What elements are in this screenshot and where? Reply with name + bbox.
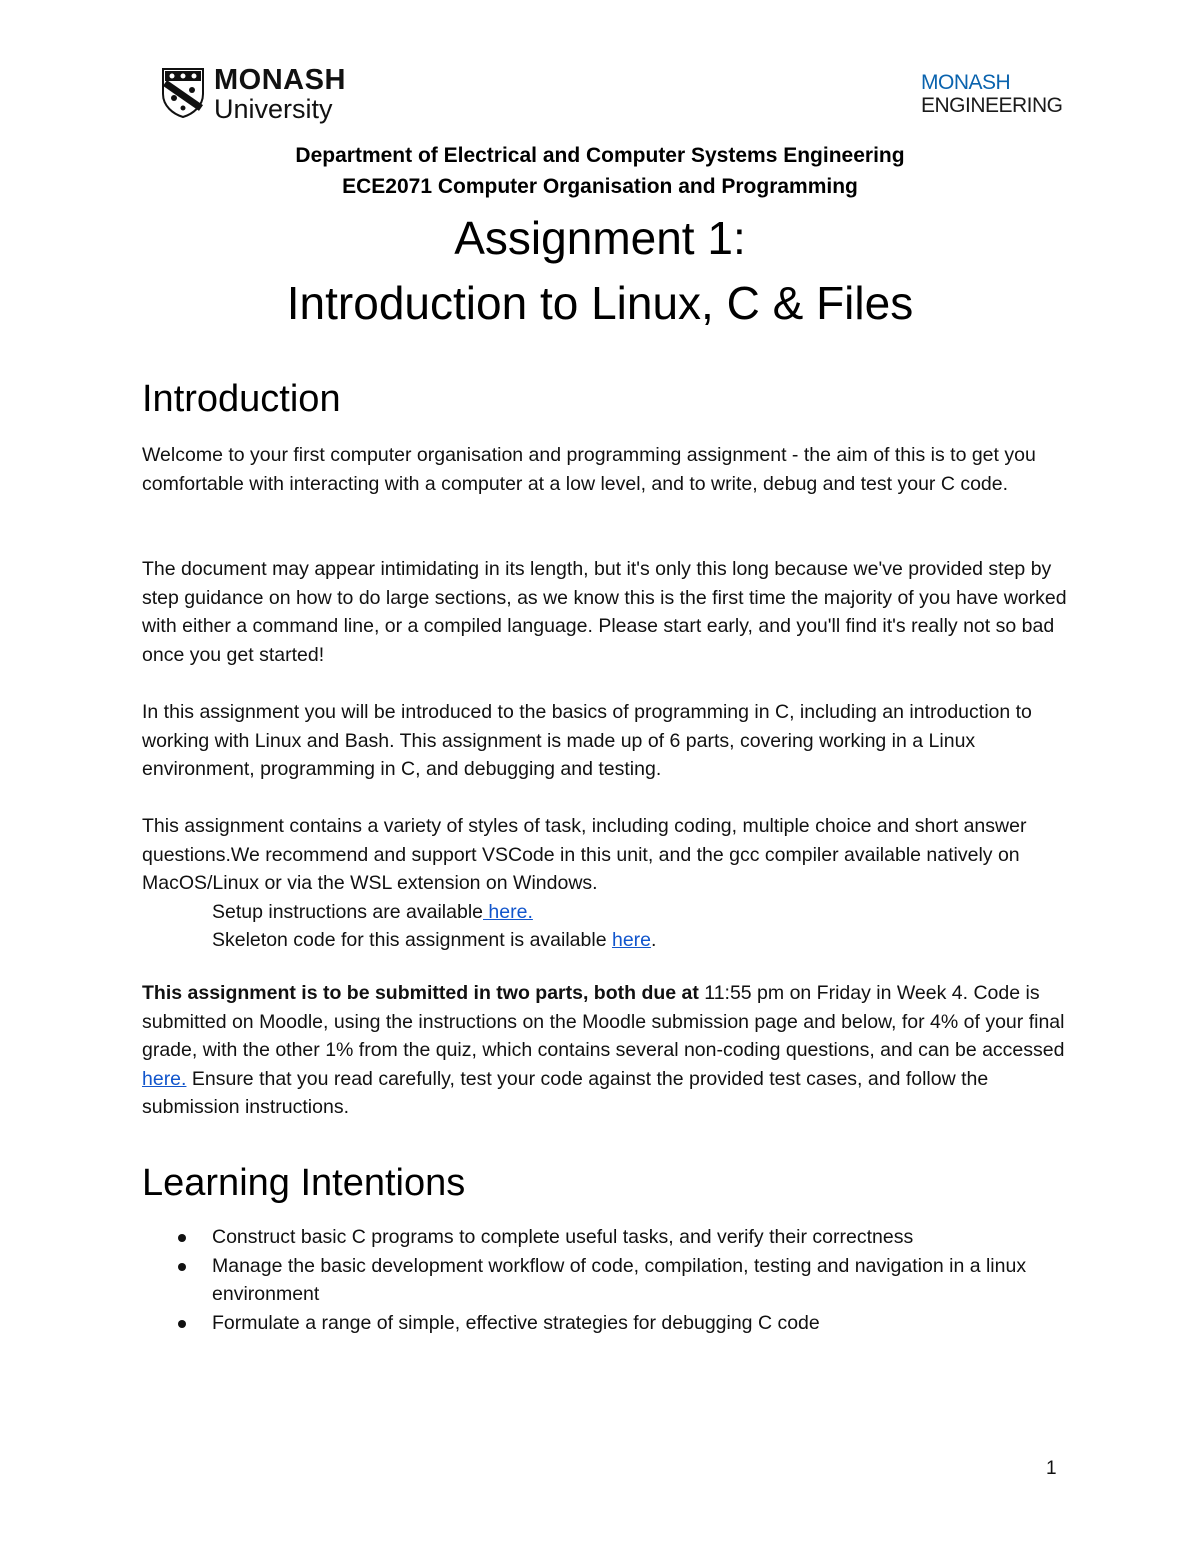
intro-paragraph-3: In this assignment you will be introduced to the basics of programming in C, including an introduction to working with Linux and Bash. This assignment is made up of 6 parts, covering working in a Linux environment, programming in C, and debugging and testing. [142,701,1032,781]
skeleton-code-text: Skeleton code for this assignment is available [212,929,612,951]
skeleton-code-link[interactable]: here [611,929,652,951]
engineering-logo-line1: MONASH [921,71,1011,94]
list-item [142,1309,1072,1338]
list-item [142,1252,1072,1309]
submission-text-end: Ensure that you read carefully, test your code against the provided test cases, and follow the submission instructions. [142,1067,989,1119]
university-logo-wordmark: University [214,94,333,124]
submission-text: 11:55 pm on Friday in Week 4. Code is submitted on Moodle, using the instructions on the Moodle submission page and below, for 4% of your final grade, with the other 1% from the quiz, which contains several non-coding questions, and can be accessed [142,982,1065,1062]
monash-university-logo [162,66,352,124]
list-item-text: Formulate a range of simple, effective strategies for debugging C code [212,1311,820,1334]
unit-name: ECE2071 Computer Organisation and Programming [342,175,858,198]
list-item-text: Construct basic C programs to complete useful tasks, and verify their correctness [212,1226,914,1248]
assignment-subtitle: Introduction to Linux, C & Files [286,277,914,329]
list-item [142,1223,1072,1252]
intro-paragraph-2: The document may appear intimidating in its length, but it's only this long because we've provided step by step guidance on how to do large sections, as we know this is the first time the majority of you have worked with either a command line, or a compiled language. Please start early, and you'll find it's really not so bad once you get started! [142,558,1067,666]
bullet-icon [178,1320,186,1328]
submission-bold-lead: This assignment is to be submitted in two parts, both due at [142,982,699,1004]
setup-instructions-link[interactable]: here. [483,901,533,923]
page-number: 1 [1046,1458,1057,1479]
setup-instructions-line [142,898,1142,927]
monash-logo-wordmark: MONASH [214,64,346,96]
monash-engineering-logo [921,72,1063,116]
assignment-title: Assignment 1: [454,212,746,264]
quiz-link[interactable]: here. [142,1067,187,1090]
learning-intentions-list [142,1223,1072,1337]
monash-crest-icon [162,68,204,118]
engineering-logo-line2: ENGINEERING [921,94,1063,117]
intro-paragraph-4: This assignment contains a variety of styles of task, including coding, multiple choice and short answer questions.We recommend and support VSCode in this unit, and the gcc compiler available natively on MacOS/Linux or via the WSL extension on Windows. [142,815,1027,895]
skeleton-code-period: . [651,929,657,951]
introduction-heading: Introduction [142,378,341,420]
submission-paragraph [142,979,1072,1122]
list-item-text: Manage the basic development workflow of code, compilation, testing and navigation in a linux environment [212,1254,1027,1306]
bullet-icon [178,1263,186,1271]
skeleton-code-line [142,926,1142,955]
intro-paragraph-1: Welcome to your first computer organisation and programming assignment - the aim of this is to get you comfortable with interacting with a computer at a low level, and to write, debug and test your C code. [142,444,1036,495]
bullet-icon [178,1234,186,1242]
setup-instructions-text: Setup instructions are available [212,901,483,923]
learning-intentions-heading: Learning Intentions [142,1162,466,1204]
department-name: Department of Electrical and Computer Systems Engineering [295,144,905,167]
